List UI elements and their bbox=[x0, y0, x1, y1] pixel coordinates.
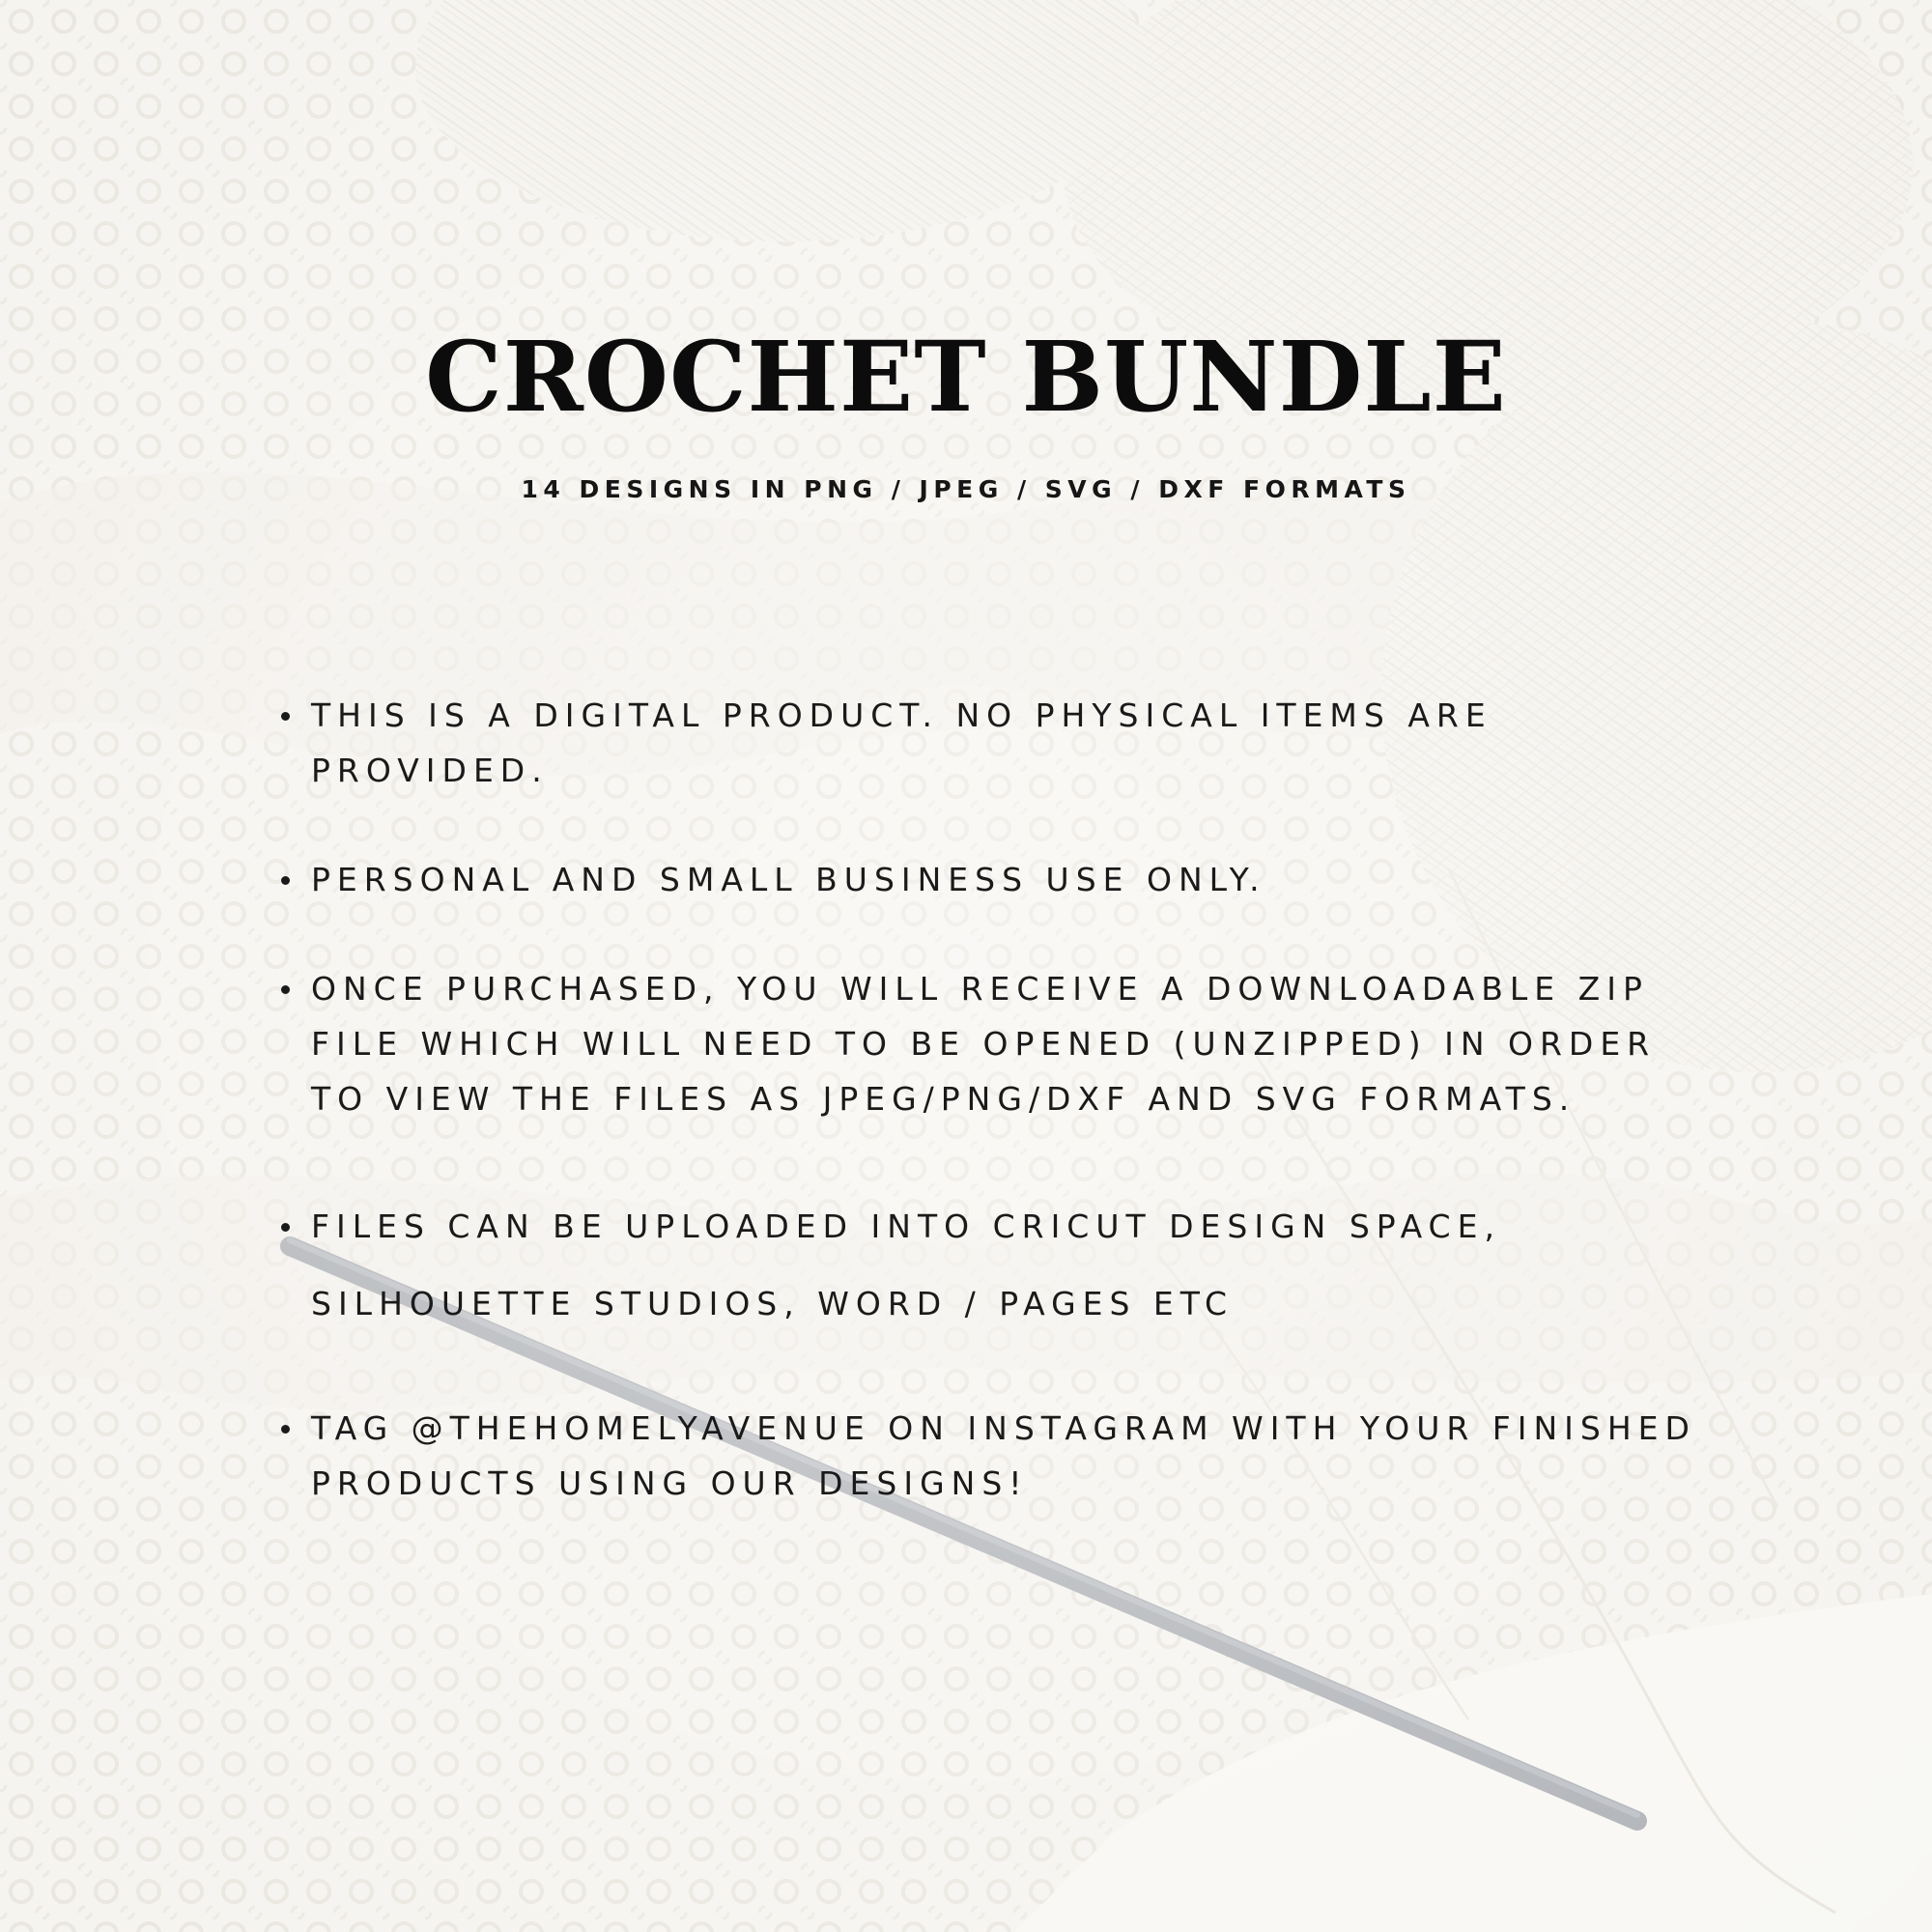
list-item: THIS IS A DIGITAL PRODUCT. NO PHYSICAL ITEMS ARE PROVIDED. bbox=[278, 688, 1708, 798]
list-item: FILES CAN BE UPLOADED INTO CRICUT DESIGN SPACE, SILHOUETTE STUDIOS, WORD / PAGES ETC bbox=[278, 1188, 1708, 1343]
list-item: ONCE PURCHASED, YOU WILL RECEIVE A DOWNLOADABLE ZIP FILE WHICH WILL NEED TO BE OPENED (UNZIPPED) IN ORDER TO VIEW THE FILES AS JPEG/PNG/DXF AND SVG FORMATS. bbox=[278, 961, 1708, 1126]
list-item: TAG @THEHOMELYAVENUE ON INSTAGRAM WITH YOUR FINISHED PRODUCTS USING OUR DESIGNS! bbox=[278, 1401, 1708, 1511]
feature-list bbox=[278, 688, 1708, 1511]
list-item: PERSONAL AND SMALL BUSINESS USE ONLY. bbox=[278, 852, 1708, 907]
page-title: CROCHET BUNDLE bbox=[425, 320, 1507, 434]
page-subtitle: 14 DESIGNS IN PNG / JPEG / SVG / DXF FORMATS bbox=[521, 475, 1411, 503]
